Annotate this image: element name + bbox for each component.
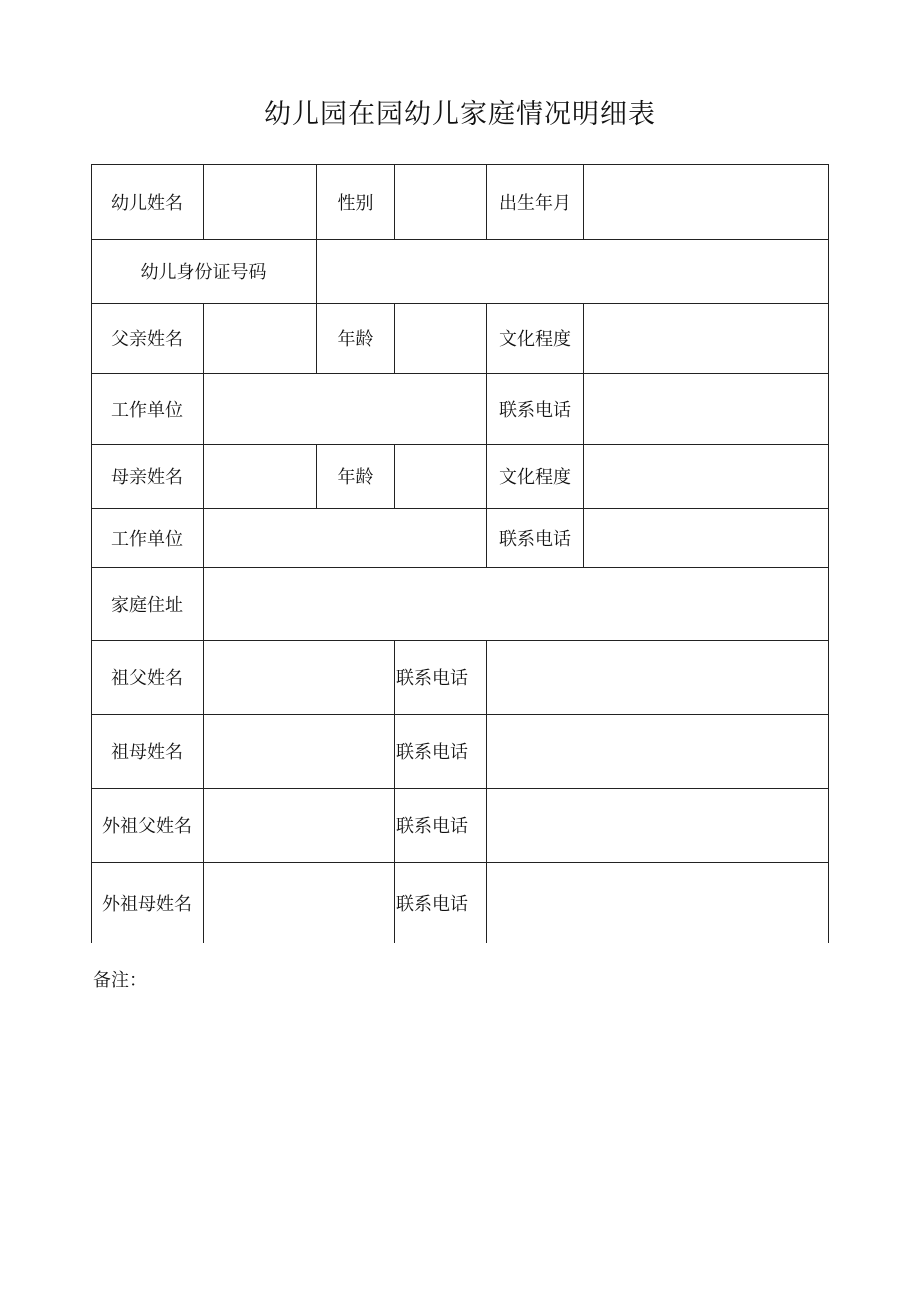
label-maternal-grandfather-phone: 联系电话 [396,816,468,837]
label-father-education: 文化程度 [499,329,571,350]
mother-age-field[interactable] [395,444,486,508]
grandfather-name-field[interactable] [204,640,394,714]
grandfather-phone-field[interactable] [487,640,828,714]
birth-date-field[interactable] [584,164,828,239]
maternal-grandfather-name-field[interactable] [204,788,394,862]
table-border-right [828,164,829,943]
label-maternal-grandmother-name: 外祖母姓名 [102,893,192,915]
label-father-phone: 联系电话 [499,399,571,421]
label-mother-age: 年龄 [337,467,374,488]
home-address-field[interactable] [204,567,828,640]
father-workplace-field[interactable] [204,373,486,444]
maternal-grandmother-phone-field[interactable] [487,862,828,943]
label-birth-date: 出生年月 [499,192,571,214]
child-id-field[interactable] [317,239,828,303]
mother-workplace-field[interactable] [204,508,486,567]
mother-name-field[interactable] [204,444,316,508]
label-father-age: 年龄 [337,329,374,350]
label-mother-education: 文化程度 [499,467,571,488]
label-gender: 性别 [337,192,374,214]
label-mother-phone: 联系电话 [499,528,571,550]
label-child-name: 幼儿姓名 [111,192,183,214]
mother-phone-field[interactable] [584,508,828,567]
grandmother-phone-field[interactable] [487,714,828,788]
document-title: 幼儿园在园幼儿家庭情况明细表 [264,99,656,130]
label-grandmother-name: 祖母姓名 [111,742,183,763]
label-maternal-grandmother-phone: 联系电话 [396,893,468,915]
label-home-address: 家庭住址 [111,594,183,616]
maternal-grandmother-name-field[interactable] [204,862,394,943]
label-grandfather-name: 祖父姓名 [111,668,183,689]
child-name-field[interactable] [204,164,316,239]
grandmother-name-field[interactable] [204,714,394,788]
label-child-id: 幼儿身份证号码 [140,262,267,283]
father-education-field[interactable] [584,303,828,373]
father-age-field[interactable] [395,303,486,373]
label-father-name: 父亲姓名 [111,329,183,350]
father-name-field[interactable] [204,303,316,373]
label-mother-name: 母亲姓名 [111,467,183,488]
label-father-workplace: 工作单位 [111,399,183,421]
label-grandfather-phone: 联系电话 [396,668,468,689]
mother-education-field[interactable] [584,444,828,508]
maternal-grandfather-phone-field[interactable] [487,788,828,862]
father-phone-field[interactable] [584,373,828,444]
label-grandmother-phone: 联系电话 [396,742,468,763]
gender-field[interactable] [395,164,486,239]
label-maternal-grandfather-name: 外祖父姓名 [102,816,192,837]
label-mother-workplace: 工作单位 [111,528,183,550]
remarks-label: 备注： [93,970,147,991]
